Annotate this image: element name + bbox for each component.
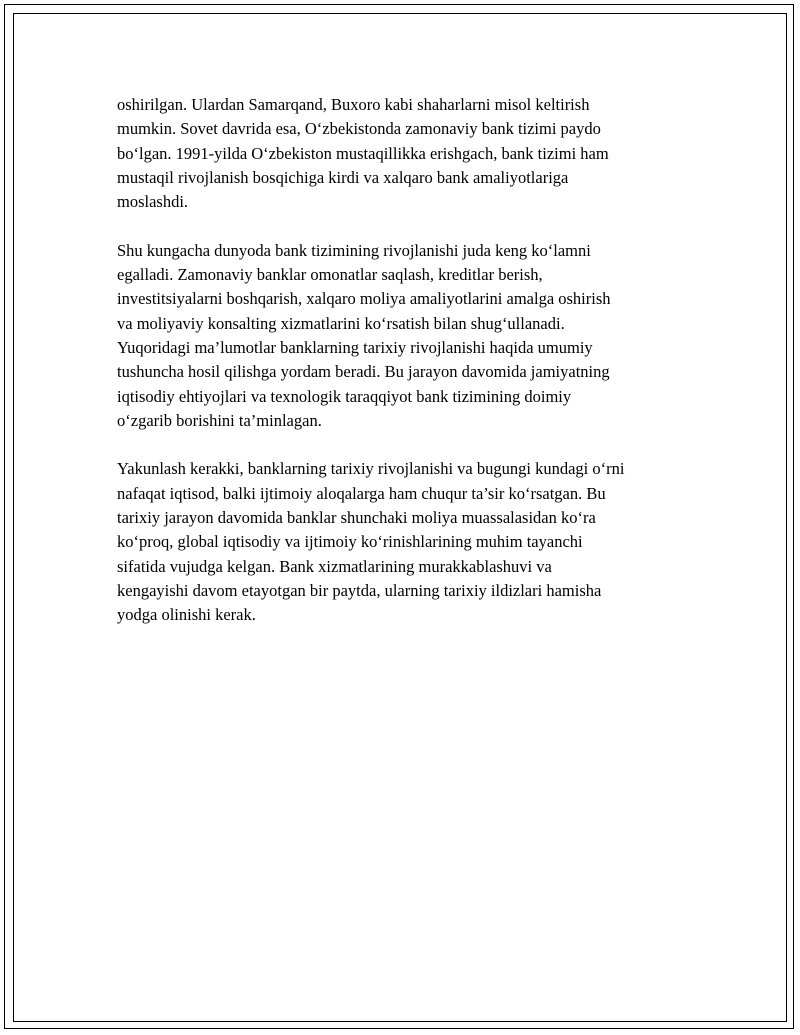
paragraph-2: Shu kungacha dunyoda bank tizimining rivojlanishi juda keng ko‘lamni egalladi. Zamonaviy banklar omonatlar saqlash, kreditlar berish, investitsiyalarni boshqarish, xalqaro moliya amaliyotlarini amalga oshirish va moliyaviy konsalting xizmatlarini ko‘rsatish bilan shug‘ullanadi. Yuqoridagi ma’lumotlar banklarning tarixiy rivojlanishi haqida umumiy tushuncha hosil qilishga yordam beradi. Bu jarayon davomida jamiyatning iqtisodiy ehtiyojlari va texnologik taraqqiyot bank tizimining doimiy o‘zgarib borishini ta’minlagan. bbox=[117, 240, 611, 430]
document-body bbox=[117, 93, 697, 652]
paragraph-3: Yakunlash kerakki, banklarning tarixiy rivojlanishi va bugungi kundagi o‘rni nafaqat iqtisod, balki ijtimoiy aloqalarga ham chuqur ta’sir ko‘rsatgan. Bu tarixiy jarayon davomida banklar shunchaki moliya muassalasidan ko‘ra ko‘proq, global iqtisodiy va ijtimoiy ko‘rinishlarining muhim tayanchi sifatida vujudga kelgan. Bank xizmatlarining murakkablashuvi va kengayishi davom etayotgan bir paytda, ularning tarixiy ildizlari hamisha yodga olinishi kerak. bbox=[117, 459, 625, 625]
paragraph-1: oshirilgan. Ulardan Samarqand, Buxoro kabi shaharlarni misol keltirish mumkin. Sovet davrida esa, O‘zbekistonda zamonaviy bank tizimi paydo bo‘lgan. 1991-yilda O‘zbekiston mustaqillikka erishgach, bank tizimi ham mustaqil rivojlanish bosqichiga kirdi va xalqaro bank amaliyotlariga moslashdi. bbox=[117, 95, 609, 212]
